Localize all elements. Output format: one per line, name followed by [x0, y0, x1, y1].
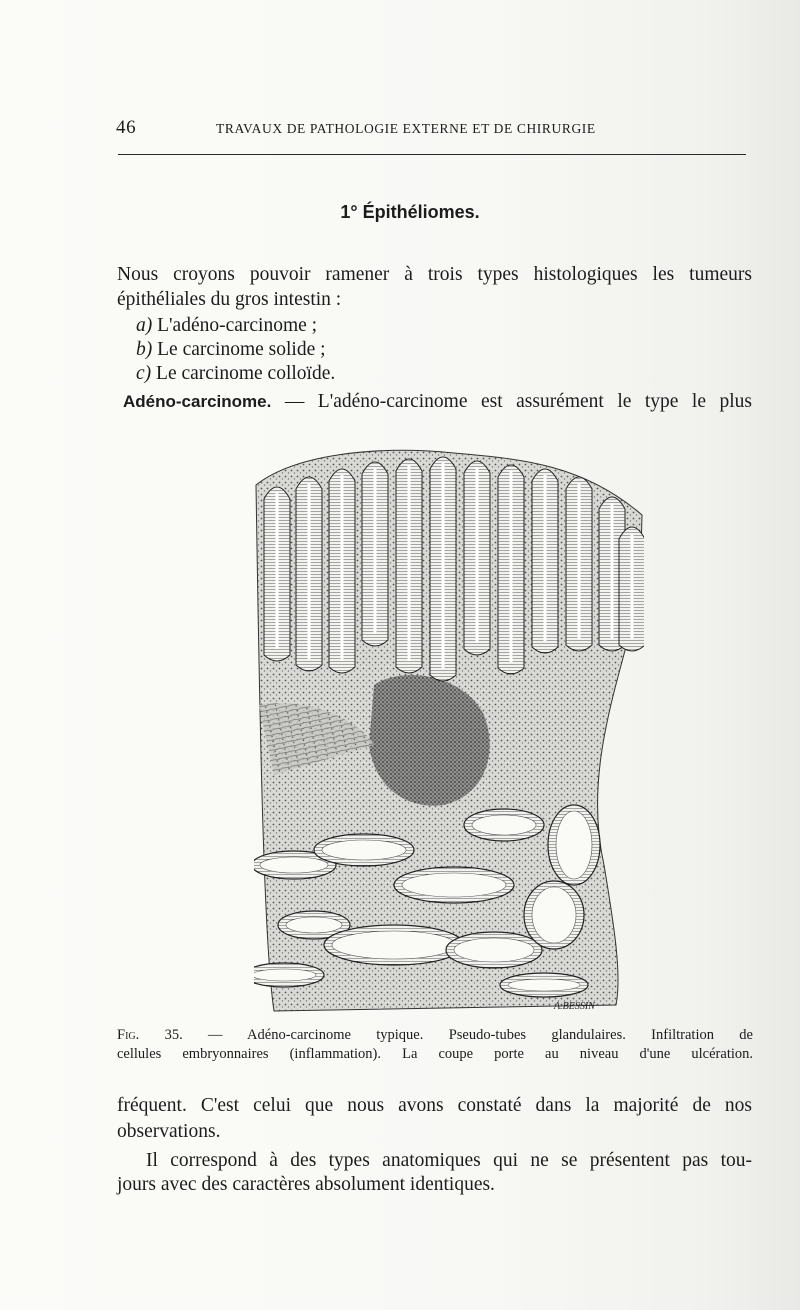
- figure-caption-line: cellules embryonnaires (inflammation). La coupe porte au niveau d'une ulcération.: [117, 1046, 753, 1062]
- paragraph-line: Nous croyons pouvoir ramener à trois types histologiques les tumeurs: [117, 264, 752, 285]
- pseudo-tube-lumen: [472, 815, 536, 835]
- running-title: TRAVAUX DE PATHOLOGIE EXTERNE ET DE CHIRURGIE: [216, 121, 596, 136]
- paragraph-line: Il correspond à des types anatomiques qui ne se présentent pas tou-: [146, 1150, 752, 1171]
- paragraph-text: — L'adéno-carcinome est assurément le type le plus: [284, 391, 753, 412]
- list-item-text: L'adéno-carcinome ;: [157, 315, 318, 336]
- running-header: [116, 117, 746, 141]
- pseudo-tube-lumen: [508, 979, 580, 991]
- artist-signature: A.BESSIN: [554, 1001, 595, 1012]
- pseudo-tube-lumen: [260, 857, 328, 873]
- pseudo-tube-lumen: [286, 917, 342, 933]
- caption-label: Fig. 35.: [117, 1027, 183, 1043]
- paragraph-line: jours avec des caractères absolument identiques.: [117, 1174, 495, 1195]
- pseudo-tube-lumen: [254, 969, 316, 981]
- list-item-text: Le carcinome solide ;: [157, 339, 326, 360]
- list-marker: b): [136, 339, 153, 360]
- section-title: 1° Épithéliomes.: [340, 202, 480, 222]
- paragraph-line: épithéliales du gros intestin :: [117, 289, 342, 310]
- pseudo-tube-lumen: [556, 811, 592, 879]
- pseudo-tube-lumen: [322, 840, 406, 860]
- figure-caption: [117, 1026, 753, 1045]
- pseudo-tube-lumen: [532, 887, 576, 943]
- header-rule: [118, 154, 746, 155]
- glandular-crypts: [264, 457, 644, 681]
- paragraph-line: fréquent. C'est celui que nous avons constaté dans la majorité de nos: [117, 1095, 752, 1116]
- pseudo-tube-lumen: [332, 931, 456, 959]
- pseudo-tube-lumen: [402, 873, 506, 897]
- histology-illustration: [254, 445, 644, 1013]
- caption-text: — Adéno-carcinome typique. Pseudo-tubes glandulaires. Infiltration de: [208, 1027, 753, 1043]
- list-item: [136, 338, 326, 362]
- list-item-text: Le carcinome colloïde.: [156, 363, 336, 384]
- list-item: [136, 314, 317, 338]
- pseudo-tube-lumen: [454, 938, 534, 962]
- list-marker: a): [136, 315, 153, 336]
- paragraph-line: observations.: [117, 1121, 221, 1142]
- page-number: 46: [116, 117, 137, 138]
- histology-figure: [254, 445, 644, 1013]
- paragraph-line: [123, 390, 752, 414]
- paragraph-lead: Adéno-carcinome.: [123, 392, 272, 411]
- list-marker: c): [136, 363, 152, 384]
- list-item: [136, 362, 335, 386]
